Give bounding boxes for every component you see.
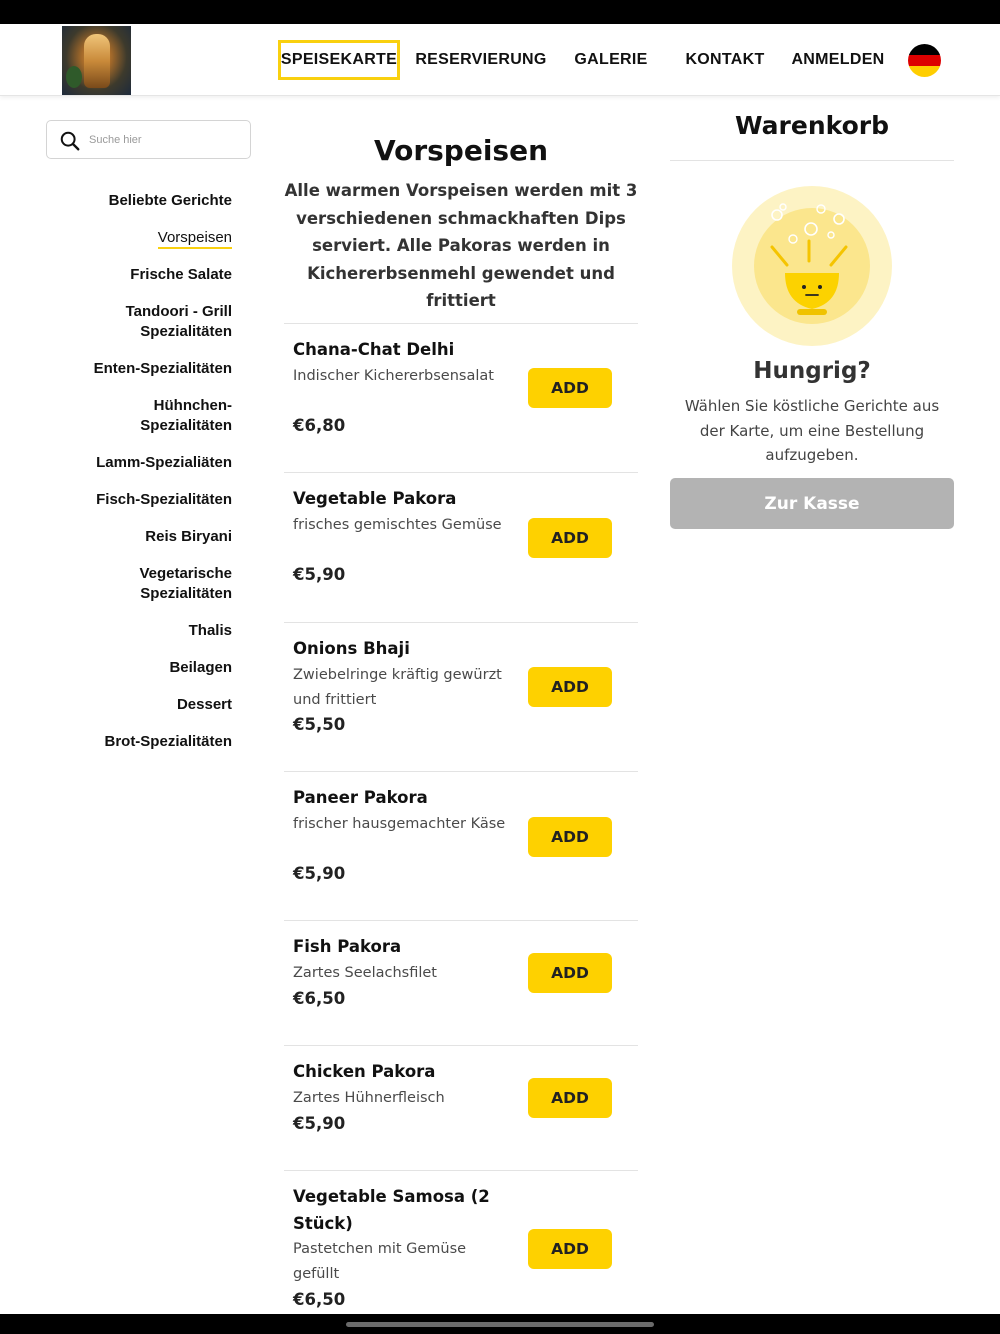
cart-divider xyxy=(670,160,954,161)
dish-price: €6,50 xyxy=(293,989,346,1008)
empty-bowl-icon xyxy=(731,185,893,347)
section-title: Vorspeisen xyxy=(373,134,549,167)
dish-name: Vegetable Pakora xyxy=(293,489,457,508)
dish-name: Paneer Pakora xyxy=(293,788,428,807)
logo-statue xyxy=(84,34,110,88)
add-to-cart-button[interactable]: ADD xyxy=(528,1078,612,1118)
category-thalis[interactable]: Thalis xyxy=(188,622,232,639)
category-beilagen[interactable]: Beilagen xyxy=(169,659,232,676)
add-to-cart-button[interactable]: ADD xyxy=(528,953,612,993)
restaurant-logo[interactable] xyxy=(62,26,131,95)
nav-speisekarte[interactable]: SPEISEKARTE xyxy=(278,40,400,80)
german-flag-icon[interactable] xyxy=(908,44,941,77)
add-to-cart-button[interactable]: ADD xyxy=(528,817,612,857)
dish-card xyxy=(284,472,638,622)
logo-leaf xyxy=(66,66,82,88)
home-indicator[interactable] xyxy=(346,1322,654,1327)
category-tandoori-grill[interactable]: Tandoori - Grill Spezialitäten xyxy=(125,303,232,340)
category-huehnchen[interactable]: Hühnchen-Spezialitäten xyxy=(140,397,232,434)
category-vegetarische[interactable]: Vegetarische Spezialitäten xyxy=(139,565,232,602)
dish-name: Chana-Chat Delhi xyxy=(293,340,455,359)
nav-anmelden[interactable]: ANMELDEN xyxy=(791,51,885,68)
dish-description: Pastetchen mit Gemüse gefüllt xyxy=(293,1241,467,1282)
dish-price: €5,50 xyxy=(293,715,346,734)
category-lamm[interactable]: Lamm-Spezialiäten xyxy=(96,454,232,471)
nav-kontakt[interactable]: KONTAKT xyxy=(685,51,765,68)
dish-description: frischer hausgemachter Käse xyxy=(293,816,506,832)
category-label: Vorspeisen xyxy=(158,229,232,249)
category-beliebte-gerichte[interactable]: Beliebte Gerichte xyxy=(108,192,232,209)
dish-card xyxy=(284,323,638,473)
dish-price: €5,90 xyxy=(293,864,346,883)
status-bar xyxy=(0,0,1000,24)
category-brot[interactable]: Brot-Spezialitäten xyxy=(104,733,232,750)
dish-card xyxy=(284,1045,638,1171)
add-to-cart-button[interactable]: ADD xyxy=(528,368,612,408)
site-header xyxy=(0,24,1000,96)
dish-name: Vegetable Samosa (2 Stück) xyxy=(293,1187,490,1233)
nav-galerie[interactable]: GALERIE xyxy=(574,51,648,68)
dish-card xyxy=(284,1170,638,1314)
add-to-cart-button[interactable]: ADD xyxy=(528,518,612,558)
dish-description: Zartes Seelachsfilet xyxy=(293,965,437,981)
dish-price: €5,90 xyxy=(293,1114,346,1133)
search-box xyxy=(46,120,251,159)
dish-price: €6,50 xyxy=(293,1290,346,1309)
category-enten[interactable]: Enten-Spezialitäten xyxy=(93,360,232,377)
search-icon[interactable] xyxy=(59,130,81,152)
category-dessert[interactable]: Dessert xyxy=(176,696,232,713)
cart-empty-heading: Hungrig? xyxy=(753,358,871,384)
dish-name: Onions Bhaji xyxy=(293,639,410,658)
dish-card xyxy=(284,771,638,921)
section-description: Alle warmen Vorspeisen werden mit 3 verschiedenen schmackhaften Dips serviert. Alle Pakoras werden in Kichererbsenmehl gewendet und frittiert xyxy=(284,181,638,310)
dish-description: Zartes Hühnerfleisch xyxy=(293,1090,445,1106)
add-to-cart-button[interactable]: ADD xyxy=(528,667,612,707)
search-input[interactable] xyxy=(89,129,244,151)
dish-price: €6,80 xyxy=(293,416,346,435)
cart-title: Warenkorb xyxy=(735,111,889,140)
dish-description: Indischer Kichererbsensalat xyxy=(293,368,494,384)
dish-description: frisches gemischtes Gemüse xyxy=(293,517,502,533)
category-reis-biryani[interactable]: Reis Biryani xyxy=(145,528,232,545)
add-to-cart-button[interactable]: ADD xyxy=(528,1229,612,1269)
category-vorspeisen[interactable] xyxy=(40,228,232,248)
dish-card xyxy=(284,920,638,1046)
dish-card xyxy=(284,622,638,772)
nav-reservierung[interactable]: RESERVIERUNG xyxy=(415,51,547,68)
category-fisch[interactable]: Fisch-Spezialitäten xyxy=(96,491,232,508)
checkout-button[interactable]: Zur Kasse xyxy=(670,478,954,529)
dish-price: €5,90 xyxy=(293,565,346,584)
dish-description: Zwiebelringe kräftig gewürzt und frittiert xyxy=(293,667,502,708)
dish-name: Fish Pakora xyxy=(293,937,402,956)
cart-empty-text: Wählen Sie köstliche Gerichte aus der Karte, um eine Bestellung aufzugeben. xyxy=(684,397,940,464)
category-frische-salate[interactable]: Frische Salate xyxy=(130,266,232,283)
dish-name: Chicken Pakora xyxy=(293,1062,436,1081)
